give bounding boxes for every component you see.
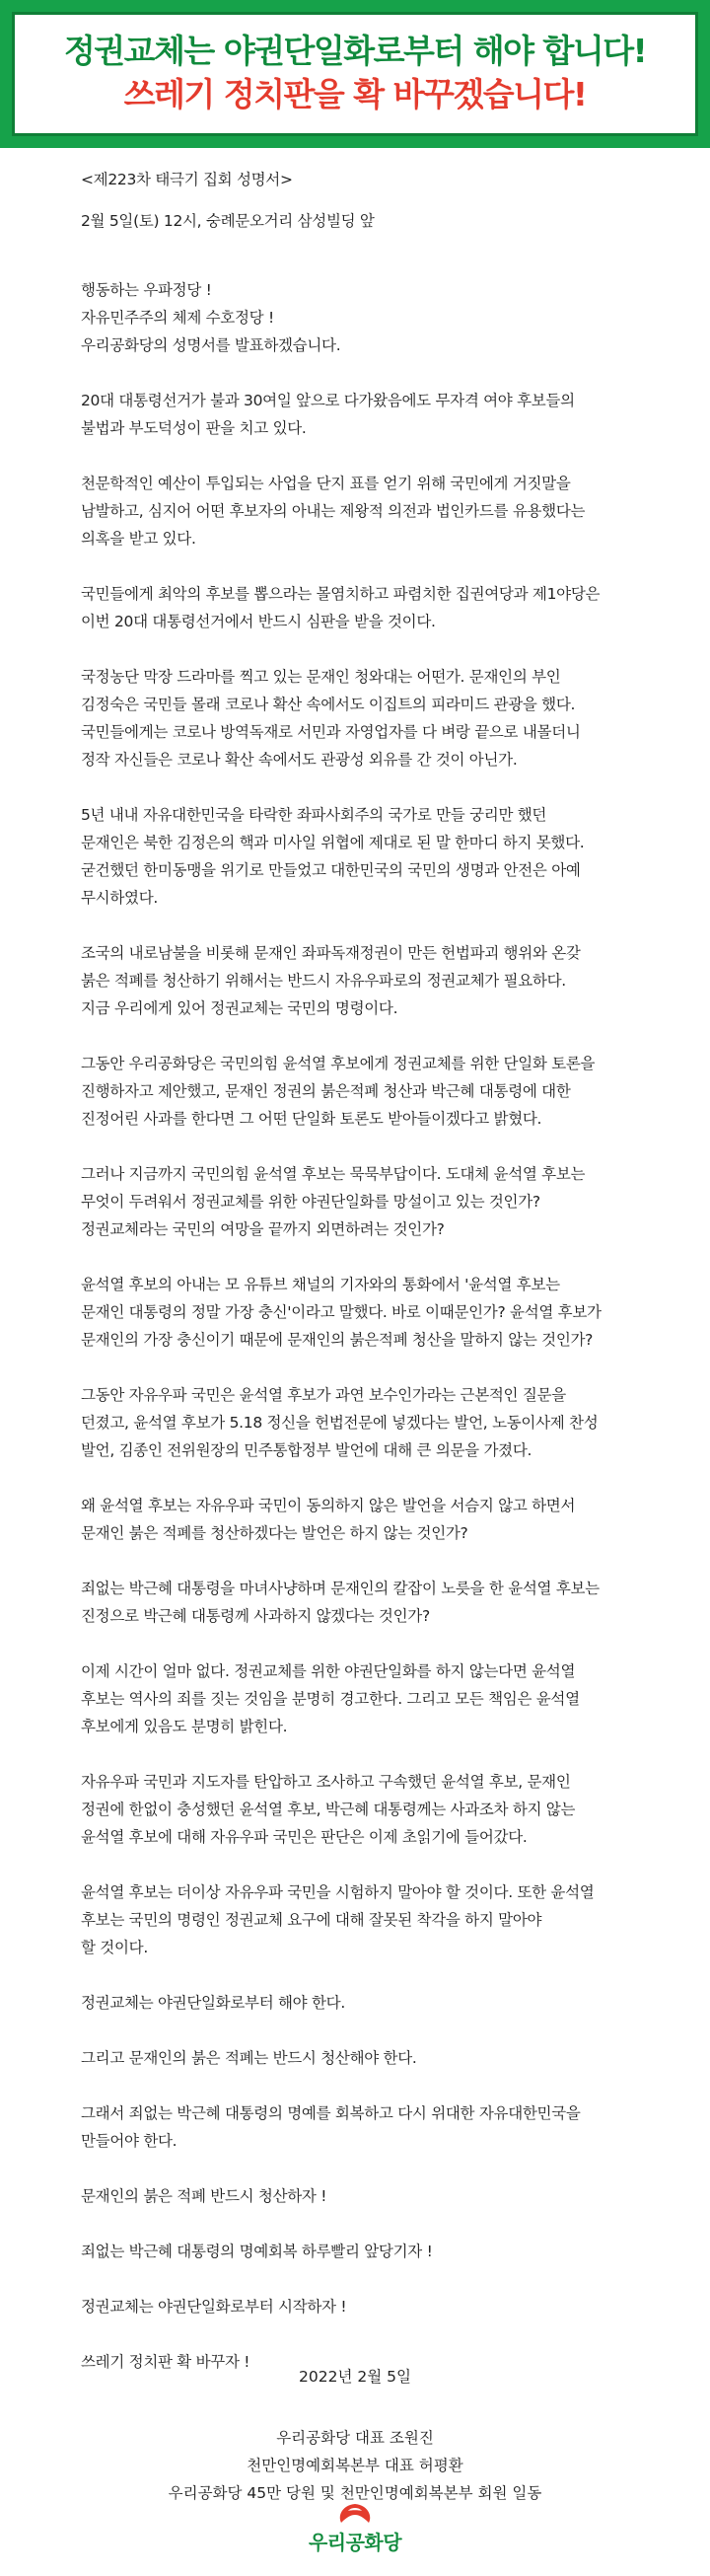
paragraph (81, 1271, 673, 1354)
paragraph-line: 왜 윤석열 후보는 자유우파 국민이 동의하지 않은 발언을 서슴지 않고 하면서 (81, 1497, 576, 1514)
paragraph-line: 김정숙은 국민들 몰래 코로나 확산 속에서도 이집트의 피라미드 관광을 했다. (81, 696, 576, 713)
statement-date-place: 2월 5일(토) 12시, 숭례문오거리 삼성빌딩 앞 (81, 212, 375, 230)
paragraph-line: 지금 우리에게 있어 정권교체는 국민의 명령이다. (81, 999, 398, 1017)
paragraph-line: 할 것이다. (81, 1939, 148, 1956)
paragraph (81, 1575, 673, 1630)
paragraph-line: 진정어린 사과를 한다면 그 어떤 단일화 토론도 받아들이겠다고 밝혔다. (81, 1110, 542, 1128)
paragraph-line: 행동하는 우파정당 ! (81, 281, 212, 299)
paragraph (81, 801, 673, 912)
paragraph-line: 조국의 내로남불을 비롯해 문재인 좌파독재정권이 만든 헌법파괴 행위와 온갖 (81, 944, 581, 962)
paragraph-line: 문재인의 붉은 적폐 반드시 청산하자 ! (81, 2187, 327, 2205)
signer-members: 우리공화당 45만 당원 및 천만인명예회복본부 회원 일동 (168, 2484, 542, 2502)
paragraph-line: 진행하자고 제안했고, 문재인 정권의 붉은적폐 청산과 박근혜 대통령에 대한 (81, 1082, 571, 1100)
paragraph-line: 무시하였다. (81, 889, 158, 907)
paragraph-line: 그동안 우리공화당은 국민의힘 윤석열 후보에게 정권교체를 위한 단일화 토론을 (81, 1055, 596, 1072)
statement-title: <제223차 태극기 집회 성명서> (81, 171, 293, 188)
paragraph-line: 그래서 죄없는 박근혜 대통령의 명예를 회복하고 다시 위대한 자유대한민국을 (81, 2104, 581, 2122)
paragraph (81, 276, 673, 359)
paragraph-line: 쓰레기 정치판 확 바꾸자 ! (81, 2353, 250, 2371)
paragraph (81, 2182, 673, 2210)
paragraph (81, 1050, 673, 1133)
statement-footer (0, 2363, 710, 2507)
statement-date: 2022년 2월 5일 (299, 2368, 411, 2386)
paragraph-line: 의혹을 받고 있다. (81, 530, 196, 548)
paragraph-line: 죄없는 박근혜 대통령을 마녀사냥하며 문재인의 칼잡이 노릇을 한 윤석열 후보는 (81, 1580, 600, 1597)
paragraph (81, 1657, 673, 1740)
statement-heading (81, 166, 673, 235)
paragraph-line: 국민들에게는 코로나 방역독재로 서민과 자영업자를 다 벼랑 끝으로 내몰더니 (81, 723, 581, 741)
banner-frame (12, 12, 698, 136)
banner-slogan-line1: 정권교체는 야권단일화로부터 해야 합니다! (63, 32, 647, 70)
paragraph-line: 국정농단 막장 드라마를 찍고 있는 문재인 청와대는 어떤가. 문재인의 부인 (81, 668, 561, 686)
paragraph-line: 남발하고, 심지어 어떤 후보자의 아내는 제왕적 의전과 법인카드를 유용했다는 (81, 502, 586, 520)
paragraph-line: 천문학적인 예산이 투입되는 사업을 단지 표를 얻기 위해 국민에게 거짓말을 (81, 475, 571, 492)
paragraph-line: 그러나 지금까지 국민의힘 윤석열 후보는 묵묵부답이다. 도대체 윤석열 후보는 (81, 1165, 586, 1183)
paragraph-line: 정권교체는 야권단일화로부터 해야 한다. (81, 1994, 345, 2012)
paragraph-line: 후보에게 있음도 분명히 밝힌다. (81, 1718, 288, 1735)
paragraph-line: 불법과 부도덕성이 판을 치고 있다. (81, 419, 307, 437)
paragraph-line: 정권교체는 야권단일화로부터 시작하자 ! (81, 2298, 347, 2316)
paragraph-line: 정작 자신들은 코로나 확산 속에서도 관광성 외유를 간 것이 아닌가. (81, 751, 518, 769)
header-banner (0, 0, 710, 148)
paragraph (81, 580, 673, 635)
paragraph-line: 자유민주주의 체제 수호정당 ! (81, 309, 274, 327)
paragraph-line: 만들어야 한다. (81, 2132, 178, 2150)
paragraph-line: 죄없는 박근혜 대통령의 명예회복 하루빨리 앞당기자 ! (81, 2243, 433, 2260)
paragraph-line: 던졌고, 윤석열 후보가 5.18 정신을 헌법전문에 넣겠다는 발언, 노동이사제 찬성 (81, 1414, 599, 1432)
paragraph (81, 2293, 673, 2320)
paragraph (81, 1381, 673, 1464)
rose-logo-icon (335, 2501, 375, 2527)
paragraph (81, 387, 673, 442)
paragraph-line: 붉은 적폐를 청산하기 위해서는 반드시 자유우파로의 정권교체가 필요하다. (81, 972, 566, 990)
paragraph (81, 2238, 673, 2265)
paragraph (81, 663, 673, 773)
paragraph-line: 그리고 문재인의 붉은 적폐는 반드시 청산해야 한다. (81, 2049, 417, 2067)
paragraph-line: 자유우파 국민과 지도자를 탄압하고 조사하고 구속했던 윤석열 후보, 문재인 (81, 1773, 571, 1791)
paragraph-line: 우리공화당의 성명서를 발표하겠습니다. (81, 336, 341, 354)
paragraph-line: 5년 내내 자유대한민국을 타락한 좌파사회주의 국가로 만들 궁리만 했던 (81, 806, 547, 824)
paragraph-line: 문재인 붉은 적폐를 청산하겠다는 발언은 하지 않는 것인가? (81, 1524, 468, 1542)
paragraph (81, 1878, 673, 1961)
paragraph-line: 윤석열 후보의 아내는 모 유튜브 채널의 기자와의 통화에서 '윤석열 후보는 (81, 1276, 560, 1293)
paragraph-line: 그동안 자유우파 국민은 윤석열 후보가 과연 보수인가라는 근본적인 질문을 (81, 1386, 566, 1404)
paragraph (81, 2099, 673, 2155)
paragraph (81, 1768, 673, 1851)
logo-text: 우리공화당 (308, 2531, 402, 2554)
paragraph-line: 발언, 김종인 전위원장의 민주통합정부 발언에 대해 큰 의문을 가졌다. (81, 1441, 532, 1459)
paragraph (81, 470, 673, 552)
paragraph-line: 국민들에게 최악의 후보를 뽑으라는 몰염치하고 파렴치한 집권여당과 제1야당은 (81, 585, 601, 603)
party-logo (0, 2501, 710, 2560)
paragraph-line: 윤석열 후보에 대해 자유우파 국민은 판단은 이제 초읽기에 들어갔다. (81, 1828, 528, 1846)
paragraph-line: 문재인 대통령의 정말 가장 충신'이라고 말했다. 바로 이때문인가? 윤석열 후보가 (81, 1303, 602, 1321)
paragraph-line: 20대 대통령선거가 불과 30여일 앞으로 다가왔음에도 무자격 여야 후보들의 (81, 392, 575, 409)
paragraph (81, 2044, 673, 2072)
paragraph-line: 진정으로 박근혜 대통령께 사과하지 않겠다는 것인가? (81, 1607, 430, 1625)
paragraph-line: 정권에 한없이 충성했던 윤석열 후보, 박근혜 대통령께는 사과조차 하지 않는 (81, 1801, 576, 1818)
paragraph (81, 1492, 673, 1547)
signer-honor-org-leader: 천만인명예회복본부 대표 허평환 (247, 2457, 463, 2474)
paragraph-line: 후보는 역사의 죄를 짓는 것임을 분명히 경고한다. 그리고 모든 책임은 윤석열 (81, 1690, 580, 1708)
paragraph-line: 윤석열 후보는 더이상 자유우파 국민을 시험하지 말아야 할 것이다. 또한 윤석열 (81, 1883, 595, 1901)
paragraph-line: 굳건했던 한미동맹을 위기로 만들었고 대한민국의 국민의 생명과 안전은 아예 (81, 861, 581, 879)
paragraph-line: 이번 20대 대통령선거에서 반드시 심판을 받을 것이다. (81, 613, 436, 630)
banner-slogan-line2: 쓰레기 정치판을 확 바꾸겠습니다! (123, 75, 587, 113)
statement-paragraphs (81, 276, 673, 2376)
paragraph-line: 이제 시간이 얼마 없다. 정권교체를 위한 야권단일화를 하지 않는다면 윤석열 (81, 1662, 576, 1680)
paragraph (81, 1989, 673, 2017)
paragraph-line: 정권교체라는 국민의 여망을 끝까지 외면하려는 것인가? (81, 1220, 445, 1238)
signer-party-leader: 우리공화당 대표 조원진 (276, 2429, 434, 2447)
paragraph-line: 문재인은 북한 김정은의 핵과 미사일 위협에 제대로 된 말 한마디 하지 못했다. (81, 834, 585, 851)
paragraph-line: 무엇이 두려워서 정권교체를 위한 야권단일화를 망설이고 있는 것인가? (81, 1193, 540, 1211)
paragraph (81, 1160, 673, 1243)
paragraph-line: 후보는 국민의 명령인 정권교체 요구에 대해 잘못된 착각을 하지 말아야 (81, 1911, 542, 1929)
paragraph (81, 939, 673, 1022)
statement-body (81, 166, 673, 2403)
paragraph-line: 문재인의 가장 충신이기 때문에 문재인의 붉은적폐 청산을 말하지 않는 것인가? (81, 1331, 594, 1349)
